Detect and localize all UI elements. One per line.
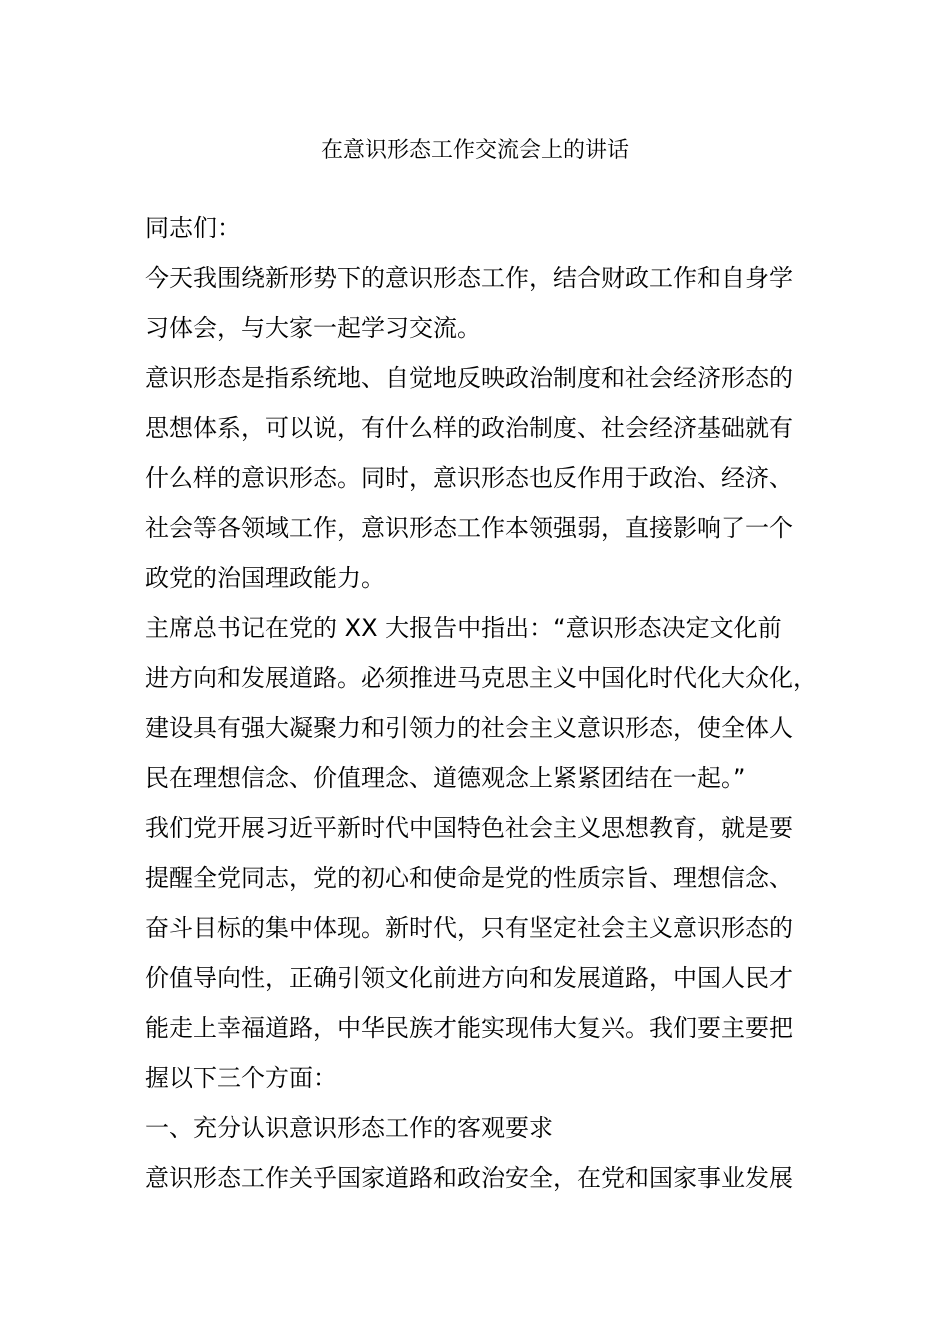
- text-line: 政党的治国理政能力。: [145, 564, 385, 592]
- text-line: 意识形态是指系统地、自觉地反映政治制度和社会经济形态的: [145, 364, 793, 392]
- text-line: 进方向和发展道路。必须推进马克思主义中国化时代化大众化，: [145, 664, 817, 692]
- text-line: 什么样的意识形态。同时，意识形态也反作用于政治、经济、: [145, 464, 793, 492]
- text-line: 民在理想信念、价值理念、道德观念上紧紧团结在一起。”: [145, 764, 746, 792]
- text-line: 习体会，与大家一起学习交流。: [145, 314, 481, 342]
- text-line: 我们党开展习近平新时代中国特色社会主义思想教育，就是要: [145, 814, 793, 842]
- document-body: [145, 203, 817, 1203]
- text-line: 建设具有强大凝聚力和引领力的社会主义意识形态，使全体人: [145, 714, 793, 742]
- text-line: 提醒全党同志，党的初心和使命是党的性质宗旨、理想信念、: [145, 864, 793, 892]
- text-line: 奋斗目标的集中体现。新时代，只有坚定社会主义意识形态的: [145, 914, 793, 942]
- text-line: 意识形态工作关乎国家道路和政治安全，在党和国家事业发展: [145, 1164, 793, 1192]
- document-title: 在意识形态工作交流会上的讲话: [320, 138, 629, 163]
- text-line: 今天我围绕新形势下的意识形态工作，结合财政工作和自身学: [145, 264, 793, 292]
- text-line: 主席总书记在党的 XX 大报告中指出：“意识形态决定文化前: [145, 614, 782, 642]
- text-line: 同志们：: [145, 214, 241, 242]
- text-line: 能走上幸福道路，中华民族才能实现伟大复兴。我们要主要把: [145, 1014, 793, 1042]
- text-line: 握以下三个方面：: [145, 1064, 337, 1092]
- text-line: 思想体系，可以说，有什么样的政治制度、社会经济基础就有: [145, 414, 793, 442]
- section-heading: 一、充分认识意识形态工作的客观要求: [145, 1114, 553, 1142]
- text-line: 社会等各领域工作，意识形态工作本领强弱，直接影响了一个: [145, 514, 793, 542]
- text-line: 价值导向性，正确引领文化前进方向和发展道路，中国人民才: [145, 964, 793, 992]
